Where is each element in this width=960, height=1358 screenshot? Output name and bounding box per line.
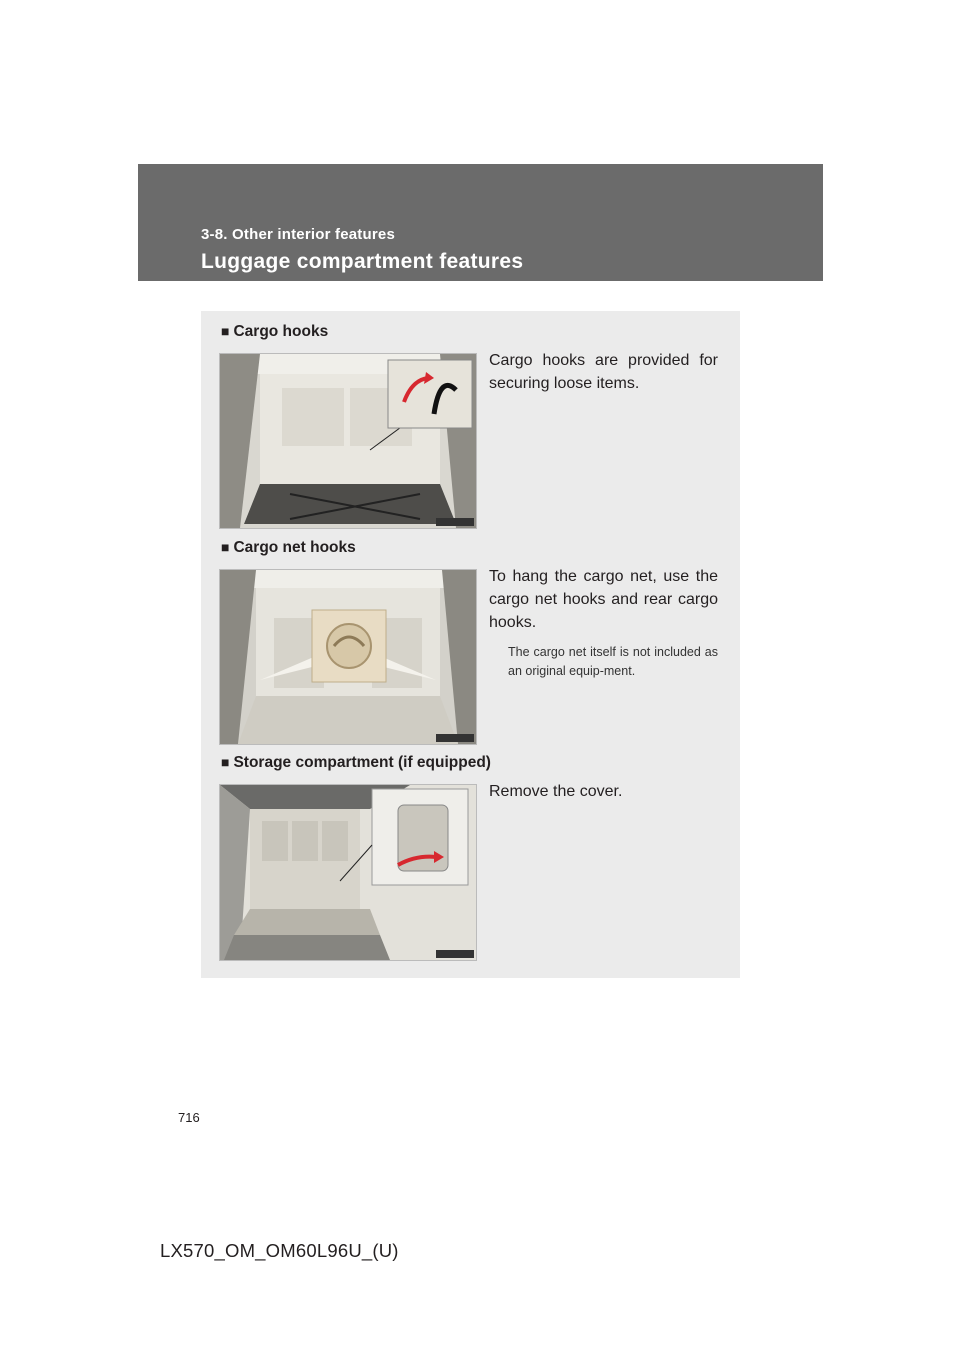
cargo-hooks-text: Cargo hooks are provided for securing loose items. [489,352,718,392]
cargo-net-hooks-text: To hang the cargo net, use the cargo net hooks and rear cargo hooks. [489,568,718,631]
section-heading-cargo-net-hooks: ■ Cargo net hooks [221,539,356,556]
cargo-hooks-illustration [219,353,477,529]
storage-compartment-text: Remove the cover. [489,783,623,800]
storage-compartment-illustration [219,784,477,961]
page-number: 716 [178,1110,200,1125]
page-title: Luggage compartment features [201,250,524,273]
document-code: LX570_OM_OM60L96U_(U) [160,1240,399,1261]
section-label: 3-8. Other interior features [201,226,395,243]
chapter-header [138,164,823,281]
section-heading-storage-compartment: ■ Storage compartment (if equipped) [221,754,491,771]
bullet-square-icon: ■ [221,539,230,555]
bullet-square-icon: ■ [221,754,230,770]
section-heading-cargo-hooks: ■ Cargo hooks [221,323,329,340]
content-panel [201,311,740,978]
cargo-net-note: The cargo net itself is not included as an original equip-ment. [508,645,718,678]
bullet-square-icon: ■ [221,323,230,339]
cargo-net-hooks-illustration [219,569,477,745]
